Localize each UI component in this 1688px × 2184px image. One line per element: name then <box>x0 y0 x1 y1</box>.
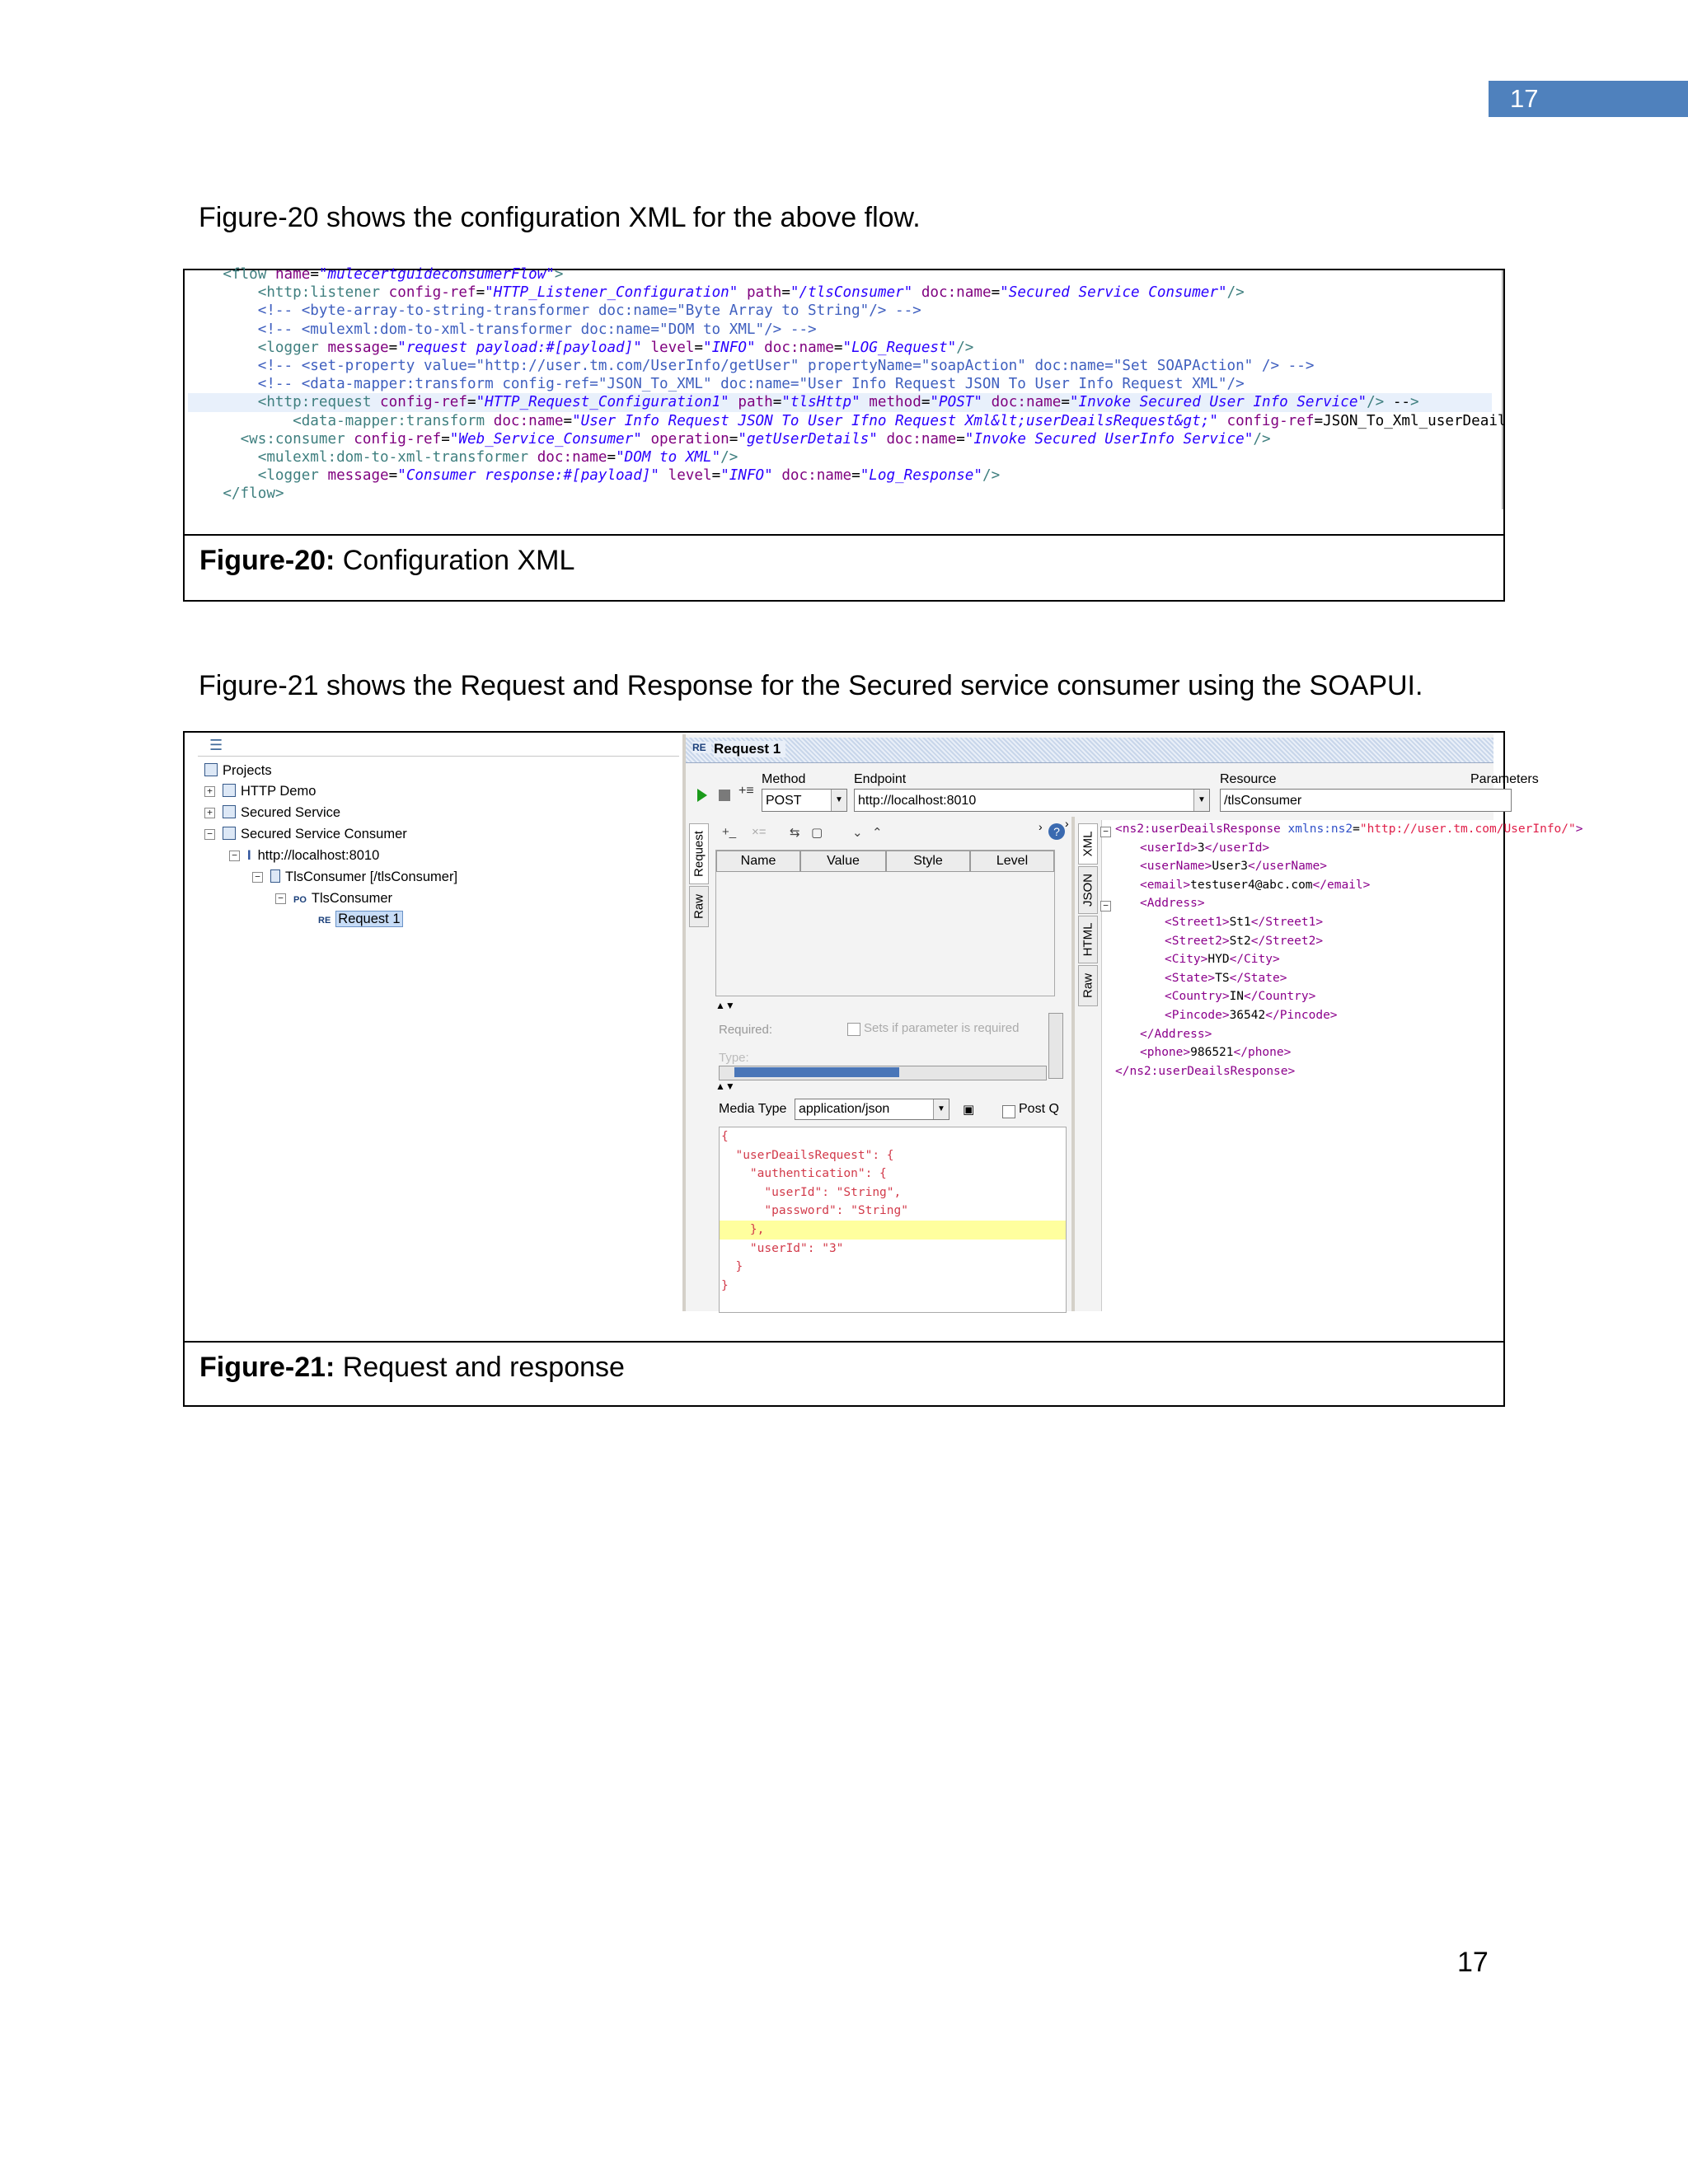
collapse-icon[interactable]: − <box>252 872 263 883</box>
col-level[interactable]: Level <box>970 851 1054 872</box>
xml-line: <phone>986521</phone> <box>1140 1046 1292 1060</box>
help-icon[interactable]: ? <box>1048 823 1065 840</box>
collapse-icon[interactable]: − <box>229 851 240 861</box>
chevron-down-icon: ▼ <box>1193 790 1209 811</box>
cancel-request-icon[interactable] <box>719 790 730 801</box>
request-body-editor[interactable] <box>719 1127 1067 1313</box>
project-icon <box>223 805 236 818</box>
horizontal-scrollbar[interactable] <box>719 1066 1047 1080</box>
post-label: Post Q <box>1019 1102 1059 1116</box>
code-line: <logger message="Consumer response:#[payload]" level="INFO" doc:name="Log_Response"/> <box>257 467 1001 485</box>
expand-icon[interactable]: + <box>204 808 215 818</box>
splitter-icon[interactable]: ▲▼ <box>715 1000 735 1011</box>
collapse-icon[interactable]: − <box>275 893 286 904</box>
json-line: "userId": "String", <box>721 1185 902 1199</box>
fig21-intro-paragraph: Figure-21 shows the Request and Response for the Secured service consumer using the SOAPUI. <box>199 670 1423 701</box>
endpoint-label: Endpoint <box>854 772 907 786</box>
config-xml-code <box>188 266 1507 532</box>
code-line: <http:request config-ref="HTTP_Request_Configuration1" path="tlsHttp" method="POST" doc:name="Invoke Secured User Info Service"/> --> <box>188 393 1492 411</box>
tree-item-label: HTTP Demo <box>241 784 316 799</box>
tree-item-label: Secured Service <box>241 805 341 820</box>
code-line: <data-mapper:transform doc:name="User Info Request JSON To User Ifno Request Xml&lt;userDeailsRequest&gt;" config-ref=JSON_To_Xml_userDeail <box>293 412 1507 429</box>
tree-item-label: Request 1 <box>335 911 402 927</box>
figure-20 <box>183 266 1507 602</box>
resource-label: Resource <box>1220 772 1277 786</box>
response-xml-editor[interactable] <box>1101 820 1583 1311</box>
tab-raw-response[interactable]: Raw <box>1078 965 1098 1006</box>
collapse-icon[interactable]: − <box>204 829 215 840</box>
figure-20-caption-label: Figure-20: <box>199 545 335 576</box>
json-line: { <box>721 1130 729 1143</box>
request-icon: RE <box>318 916 331 926</box>
projects-icon <box>204 763 218 776</box>
figure-20-caption-text: Configuration XML <box>335 545 575 576</box>
request-editor <box>686 734 1583 1311</box>
tree-item-projects[interactable] <box>204 762 272 780</box>
method-select[interactable]: POST ▼ <box>762 789 847 812</box>
tab-json[interactable]: JSON <box>1078 866 1098 914</box>
resource-input[interactable]: /tlsConsumer <box>1220 789 1512 812</box>
remove-param-icon[interactable]: ×= <box>752 825 767 839</box>
navigator-panel <box>198 734 686 1311</box>
collapse-icon[interactable]: − <box>1100 901 1111 912</box>
type-label: Type: <box>719 1051 749 1065</box>
rest-service-icon: I <box>247 848 251 863</box>
json-line: } <box>721 1260 743 1274</box>
params-scrollbar[interactable] <box>1048 1013 1063 1079</box>
required-checkbox[interactable] <box>847 1023 860 1036</box>
params-table <box>715 850 1055 996</box>
navigator-toolbar <box>198 734 679 757</box>
xml-line: <State>TS</State> <box>1165 971 1287 985</box>
tree-item-request-1[interactable] <box>318 910 403 930</box>
xml-line: <Address> <box>1140 897 1205 911</box>
method-icon: PO <box>293 895 307 905</box>
json-line: "authentication": { <box>721 1167 887 1181</box>
scrollbar-thumb[interactable] <box>734 1067 899 1077</box>
header-page-number: 17 <box>1489 81 1688 117</box>
xml-line: <Pincode>36542</Pincode> <box>1165 1009 1338 1022</box>
code-line: <flow name="mulecertguideconsumerFlow"> <box>223 266 564 283</box>
code-line: <logger message="request payload:#[payload]" level="INFO" doc:name="LOG_Request"/> <box>257 339 974 356</box>
required-checkbox-label: Sets if parameter is required <box>864 1021 1020 1035</box>
method-label: Method <box>762 772 806 786</box>
code-line: <http:listener config-ref="HTTP_Listener_Configuration" path="/tlsConsumer" doc:name="Secured Service Consumer"/> <box>257 284 1245 302</box>
code-line: <mulexml:dom-to-xml-transformer doc:name="DOM to XML"/> <box>257 449 738 466</box>
split-divider[interactable] <box>1071 817 1075 1311</box>
figure-21-caption-text: Request and response <box>335 1352 625 1383</box>
figure-21 <box>183 731 1583 1407</box>
figure-21-caption <box>185 1341 1503 1418</box>
post-checkbox[interactable] <box>1002 1105 1015 1118</box>
code-scrollbar[interactable] <box>1502 270 1503 509</box>
tree-item-endpoint[interactable] <box>247 846 379 865</box>
chevron-down-icon: ▼ <box>933 1099 949 1119</box>
tree-item-label: http://localhost:8010 <box>257 848 380 863</box>
list-icon[interactable]: ☰ <box>209 737 223 753</box>
col-name[interactable]: Name <box>716 851 800 872</box>
xml-line: </Address> <box>1140 1027 1212 1041</box>
parameters-label-visible: Parameters <box>1470 772 1539 786</box>
add-parameter-icon[interactable]: +≡ <box>738 784 754 798</box>
collapse-icon[interactable]: − <box>1100 827 1111 837</box>
json-line: "userDeailsRequest": { <box>721 1148 894 1162</box>
chevron-right-icon[interactable]: › <box>1065 817 1069 830</box>
required-label: Required: <box>719 1023 773 1037</box>
expand-icon[interactable]: ▢ <box>811 826 823 840</box>
project-icon <box>223 784 236 797</box>
xml-line: <ns2:userDeailsResponse xmlns:ns2="http://user.tm.com/UserInfo/"> <box>1115 823 1583 836</box>
fig20-intro-paragraph: Figure-20 shows the configuration XML for the above flow. <box>199 202 921 233</box>
project-icon <box>223 827 236 840</box>
json-line: "userId": "3" <box>721 1241 844 1255</box>
media-type-select[interactable]: application/json ▼ <box>795 1099 950 1120</box>
chevron-up-icon[interactable]: ⌃ <box>872 826 883 840</box>
soapui-screenshot <box>198 734 1583 1311</box>
xml-line: <userId>3</userId> <box>1140 841 1270 855</box>
chevron-right-icon[interactable]: › <box>1039 820 1043 833</box>
xml-line: <userName>User3</userName> <box>1140 860 1327 874</box>
request-icon: RE <box>692 742 711 753</box>
tab-raw-request[interactable]: Raw <box>689 886 709 927</box>
tab-request[interactable]: Request <box>689 823 709 884</box>
col-style[interactable]: Style <box>886 851 970 872</box>
code-line: </flow> <box>223 485 284 503</box>
submit-request-icon[interactable] <box>697 789 707 802</box>
expand-icon[interactable]: + <box>204 786 215 797</box>
request-title-bar <box>686 738 1493 763</box>
xml-line: </ns2:userDeailsResponse> <box>1115 1064 1296 1078</box>
json-line: "password": "String" <box>721 1204 908 1218</box>
code-line: <!-- <set-property value="http://user.tm.com/UserInfo/getUser" propertyName="soapAction" doc:name="Set SOAPAction" /> --> <box>188 358 1315 374</box>
tab-html[interactable]: HTML <box>1078 916 1098 963</box>
tree-item-method[interactable] <box>293 889 392 909</box>
xml-line: <Street2>St2</Street2> <box>1165 934 1324 948</box>
request-title: Request 1 <box>714 741 785 757</box>
code-line: <!-- <data-mapper:transform config-ref="JSON_To_XML" doc:name="User Info Request JSON To User Info Request XML"/> <box>188 376 1245 393</box>
tree-item-label: Projects <box>223 763 272 778</box>
tree-item-label: TlsConsumer <box>311 891 393 906</box>
json-line: }, <box>721 1223 765 1236</box>
figure-21-caption-label: Figure-21: <box>199 1352 335 1383</box>
figure-20-caption <box>185 534 1503 612</box>
tree-item-resource[interactable] <box>270 868 457 886</box>
tree-item-label: Secured Service Consumer <box>241 827 407 841</box>
tab-xml[interactable]: XML <box>1078 823 1098 865</box>
endpoint-select[interactable]: http://localhost:8010 ▼ <box>854 789 1210 812</box>
resource-icon <box>270 869 280 883</box>
footer-page-number: 17 <box>1457 1947 1489 1978</box>
splitter-icon[interactable]: ▲▼ <box>715 1080 735 1092</box>
tree-item-secured-service-consumer[interactable] <box>223 825 407 843</box>
tree-item-secured-service[interactable] <box>223 804 340 822</box>
json-line: } <box>721 1278 729 1292</box>
add-param-icon[interactable]: +_ <box>722 825 737 839</box>
media-type-label: Media Type <box>719 1102 787 1116</box>
format-icon[interactable]: ▣ <box>963 1103 975 1117</box>
code-line: <!-- <mulexml:dom-to-xml-transformer doc:name="DOM to XML"/> --> <box>188 321 817 338</box>
xml-line: <Country>IN</Country> <box>1165 990 1316 1004</box>
code-line: <!-- <byte-array-to-string-transformer doc:name="Byte Array to String"/> --> <box>188 302 921 320</box>
current-line-highlight <box>720 1221 1066 1240</box>
xml-line: <email>testuser4@abc.com</email> <box>1140 878 1371 892</box>
code-line: <ws:consumer config-ref="Web_Service_Consumer" operation="getUserDetails" doc:name="Invoke Secured UserInfo Service"/> <box>240 430 1271 448</box>
move-param-icon[interactable]: ⇆ <box>790 826 800 840</box>
tree-item-label: TlsConsumer [/tlsConsumer] <box>285 869 458 884</box>
params-toolbar <box>719 823 1065 846</box>
xml-line: <Street1>St1</Street1> <box>1165 916 1324 929</box>
col-value[interactable]: Value <box>800 851 886 872</box>
parameters-spacer <box>1518 789 1522 812</box>
xml-line: <City>HYD</City> <box>1165 953 1280 967</box>
chevron-down-icon: ▼ <box>831 790 846 811</box>
chevron-down-icon[interactable]: ⌄ <box>852 826 863 840</box>
tree-item-http-demo[interactable] <box>223 782 316 800</box>
